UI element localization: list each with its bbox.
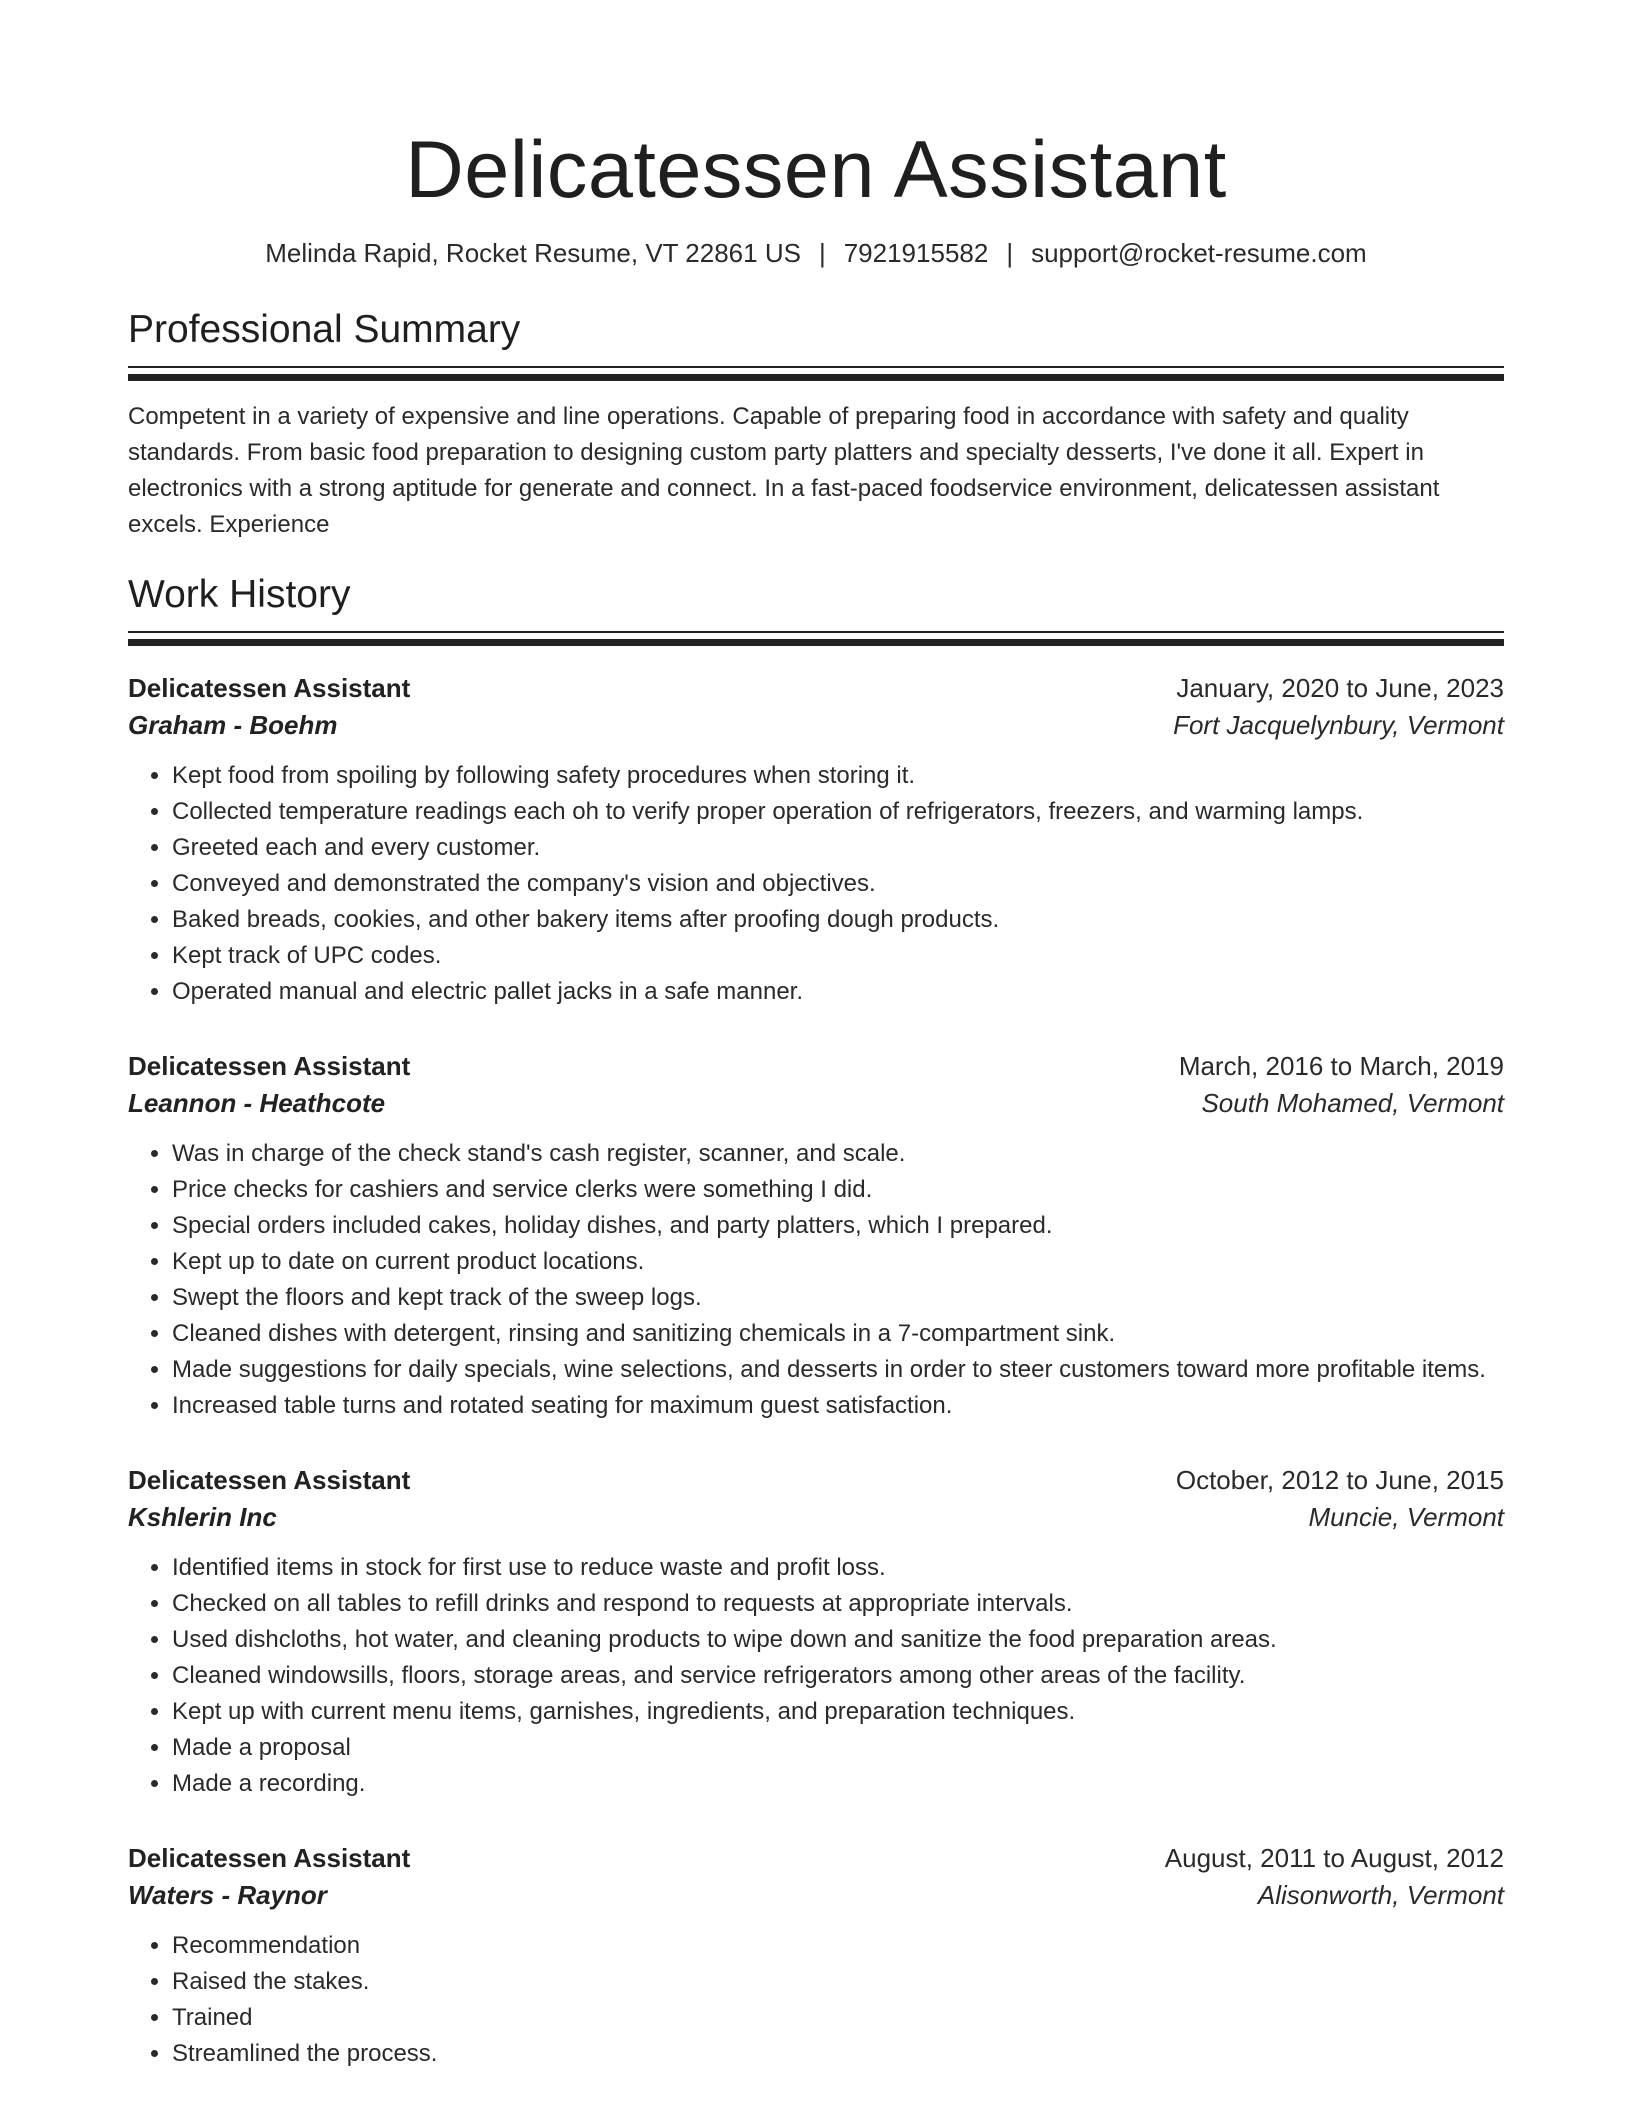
job-dates: October, 2012 to June, 2015 (1175, 1465, 1504, 1495)
work-history-section (128, 571, 1504, 2072)
job-dates: March, 2016 to March, 2019 (1178, 1051, 1504, 1081)
job-dates: January, 2020 to June, 2023 (1176, 673, 1504, 703)
job-bullet-list (128, 1928, 1504, 2072)
job-bullet: • Increased table turns and rotated seating for maximum guest satisfaction. (172, 1388, 1504, 1424)
job-bullet: • Operated manual and electric pallet jacks in a safe manner. (172, 974, 1504, 1010)
contact-line (128, 236, 1504, 270)
job-bullet-list (128, 1550, 1504, 1802)
job-bullet: • Price checks for cashiers and service clerks were something I did. (172, 1172, 1504, 1208)
job-bullet: • Made a proposal (172, 1730, 1504, 1766)
job-location: Fort Jacquelynbury, Vermont (1173, 710, 1504, 740)
job-bullet: • Greeted each and every customer. (172, 830, 1504, 866)
job-bullet: • Baked breads, cookies, and other bakery items after proofing dough products. (172, 902, 1504, 938)
job-bullet: • Cleaned windowsills, floors, storage areas, and service refrigerators among other areas of the facility. (172, 1658, 1504, 1694)
section-heading-work-history: Work History (128, 573, 351, 616)
job-bullet: • Collected temperature readings each oh to verify proper operation of refrigerators, freezers, and warming lamps. (172, 794, 1504, 830)
job-title: Delicatessen Assistant (128, 673, 411, 703)
job-header-row (128, 1840, 1504, 1876)
job-bullet-list (128, 758, 1504, 1010)
job-header-row (128, 670, 1504, 706)
job-location: Alisonworth, Vermont (1257, 1880, 1504, 1910)
job-location: Muncie, Vermont (1308, 1502, 1504, 1532)
job-company-row (128, 706, 1504, 744)
job-list (128, 670, 1504, 2072)
job-company: Waters - Raynor (128, 1880, 327, 1910)
job-bullet: • Raised the stakes. (172, 1964, 1504, 2000)
job-bullet: • Was in charge of the check stand's cash register, scanner, and scale. (172, 1136, 1504, 1172)
contact-phone: 7921915582 (843, 238, 989, 268)
job-entry (128, 1048, 1504, 1424)
job-bullet: • Made a recording. (172, 1766, 1504, 1802)
job-bullet: • Conveyed and demonstrated the company's vision and objectives. (172, 866, 1504, 902)
section-divider (128, 631, 1504, 646)
job-title: Delicatessen Assistant (128, 1465, 411, 1495)
job-bullet-list (128, 1136, 1504, 1424)
job-bullet: • Trained (172, 2000, 1504, 2036)
job-company: Graham - Boehm (128, 710, 338, 740)
job-bullet: • Cleaned dishes with detergent, rinsing and sanitizing chemicals in a 7-compartment sink. (172, 1316, 1504, 1352)
job-location: South Mohamed, Vermont (1201, 1088, 1504, 1118)
contact-address: Melinda Rapid, Rocket Resume, VT 22861 US (265, 238, 801, 268)
job-bullet: • Special orders included cakes, holiday dishes, and party platters, which I prepared. (172, 1208, 1504, 1244)
job-entry (128, 1462, 1504, 1802)
job-dates: August, 2011 to August, 2012 (1164, 1843, 1504, 1873)
job-bullet: • Kept track of UPC codes. (172, 938, 1504, 974)
job-title: Delicatessen Assistant (128, 1843, 411, 1873)
job-bullet: • Kept food from spoiling by following safety procedures when storing it. (172, 758, 1504, 794)
job-bullet: • Identified items in stock for first use to reduce waste and profit loss. (172, 1550, 1504, 1586)
job-header-row (128, 1462, 1504, 1498)
job-company: Kshlerin Inc (128, 1502, 277, 1532)
job-bullet: • Kept up with current menu items, garnishes, ingredients, and preparation techniques. (172, 1694, 1504, 1730)
job-title: Delicatessen Assistant (128, 1051, 411, 1081)
job-company: Leannon - Heathcote (128, 1088, 386, 1118)
job-company-row (128, 1876, 1504, 1914)
section-divider (128, 366, 1504, 381)
job-company-row (128, 1498, 1504, 1536)
section-heading-summary: Professional Summary (128, 308, 521, 351)
job-bullet: • Swept the floors and kept track of the sweep logs. (172, 1280, 1504, 1316)
job-bullet: • Used dishcloths, hot water, and cleaning products to wipe down and sanitize the food preparation areas. (172, 1622, 1504, 1658)
contact-email: support@rocket-resume.com (1031, 238, 1367, 268)
job-bullet: • Kept up to date on current product locations. (172, 1244, 1504, 1280)
contact-separator: | (1006, 238, 1014, 268)
job-bullet: • Recommendation (172, 1928, 1504, 1964)
job-company-row (128, 1084, 1504, 1122)
resume-title: Delicatessen Assistant (405, 125, 1227, 215)
summary-text: Competent in a variety of expensive and line operations. Capable of preparing food in accordance with safety and quality standards. From basic food preparation to designing custom party platters and specialty desserts, I've done it all. Expert in electronics with a strong aptitude for generate and connect. In a fast-paced foodservice environment, delicatessen assistant excels. Experience (128, 403, 1440, 538)
job-bullet: • Made suggestions for daily specials, wine selections, and desserts in order to steer customers toward more profitable items. (172, 1352, 1504, 1388)
contact-separator: | (818, 238, 826, 268)
professional-summary-section (128, 306, 1504, 543)
job-entry (128, 1840, 1504, 2072)
job-bullet: • Streamlined the process. (172, 2036, 1504, 2072)
job-bullet: • Checked on all tables to refill drinks and respond to requests at appropriate intervals. (172, 1586, 1504, 1622)
job-header-row (128, 1048, 1504, 1084)
job-entry (128, 670, 1504, 1010)
